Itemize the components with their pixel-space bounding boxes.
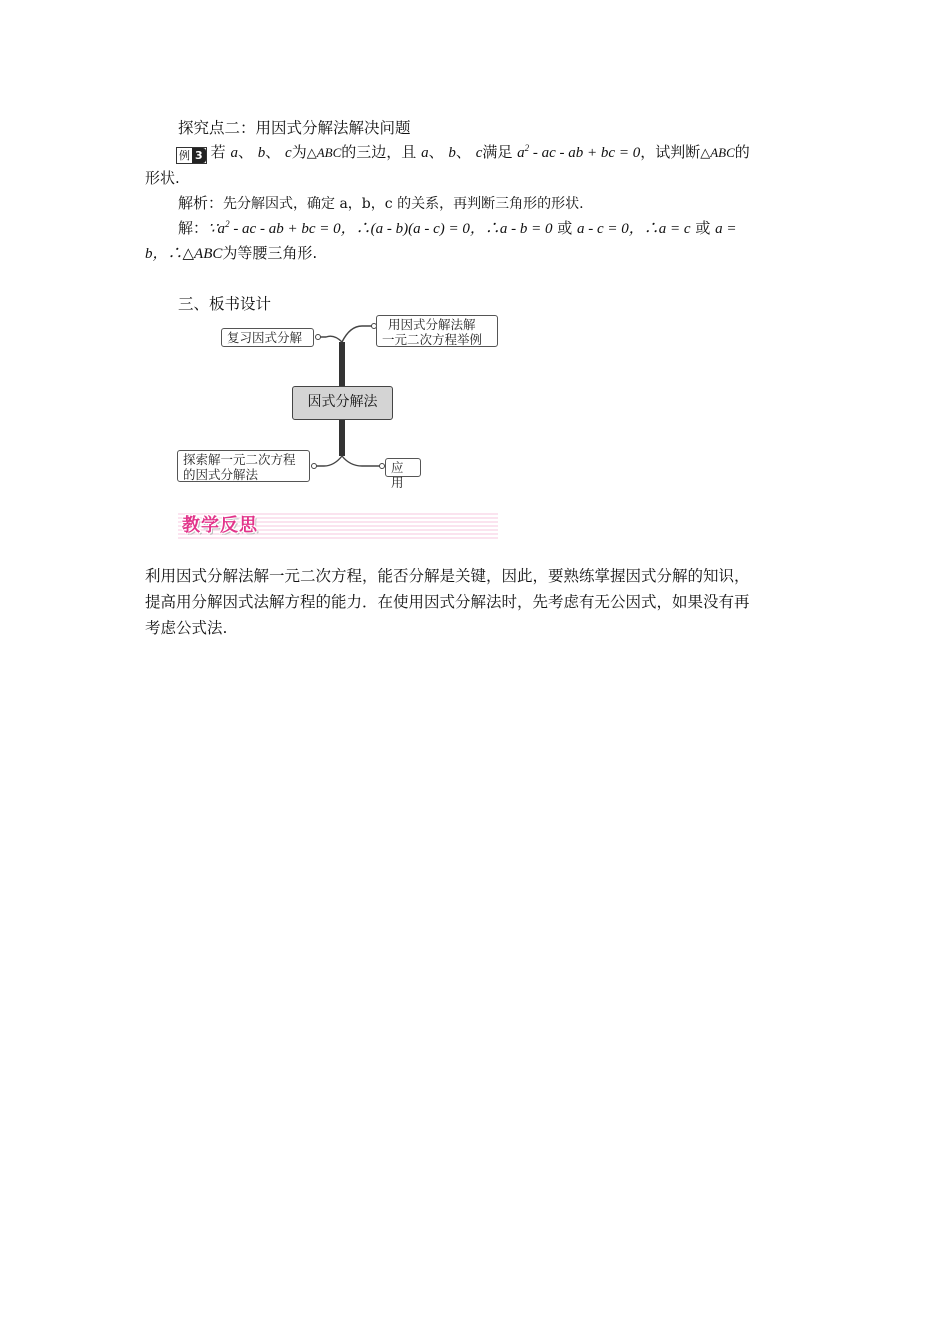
example-line-1: 例 3 若 a、 b、 c为△ABC的三边，且 a、 b、 c满足 $a^2$ - ac - ab + bc = 0，试判断△ABC的 [176, 142, 750, 164]
equation: $a^2$ - ac - ab + bc = 0 [517, 143, 641, 161]
branch-bottom-right [342, 456, 380, 466]
teaching-reflection-title: 教学反思 [182, 515, 258, 536]
solution-line-1: 解：$\because a^2$ - ac - ab + bc = 0，∴(a - b)(a - c) = 0，∴a - b = 0 或 a - c = 0，∴a = c 或 a = [178, 219, 737, 237]
analysis-line [178, 193, 584, 214]
teaching-reflection-banner [178, 513, 498, 539]
board-design-heading: 三、板书设计 [178, 295, 272, 313]
analysis-label: 解析： [178, 194, 224, 212]
trunk-upper [339, 342, 345, 386]
branch-top-right [342, 326, 372, 342]
reflection-line-1: 利用因式分解法解一元二次方程，能否分解是关键，因此，要熟练掌握因式分解的知识， [145, 567, 750, 585]
branch-top-left [320, 336, 342, 342]
branch-bottom-left [316, 456, 342, 466]
section-heading: 探究点二：用因式分解法解决问题 [178, 119, 411, 137]
node-explore-method: 探索解一元二次方程 的因式分解法 [177, 450, 310, 482]
reflection-line-3: 考虑公式法. [145, 619, 228, 637]
solution-line-2: b，∴△ABC为等腰三角形. [145, 244, 318, 262]
node-center-factorization-method: 因式分解法 [292, 386, 393, 420]
node-application: 应用 [385, 458, 421, 477]
example-line-2: 形状. [145, 169, 180, 187]
analysis-text: 先分解因式，确定 a，b，c 的关系，再判断三角形的形状. [223, 196, 584, 212]
trunk-lower [339, 418, 345, 456]
node-review-factorization: 复习因式分解 [221, 328, 314, 347]
example-badge: 例 3 [176, 147, 207, 164]
reflection-line-2: 提高用分解因式法解方程的能力．在使用因式分解法时，先考虑有无公因式，如果没有再 [145, 593, 750, 611]
node-factorization-examples: 用因式分解法解 一元二次方程举例 [376, 315, 498, 347]
